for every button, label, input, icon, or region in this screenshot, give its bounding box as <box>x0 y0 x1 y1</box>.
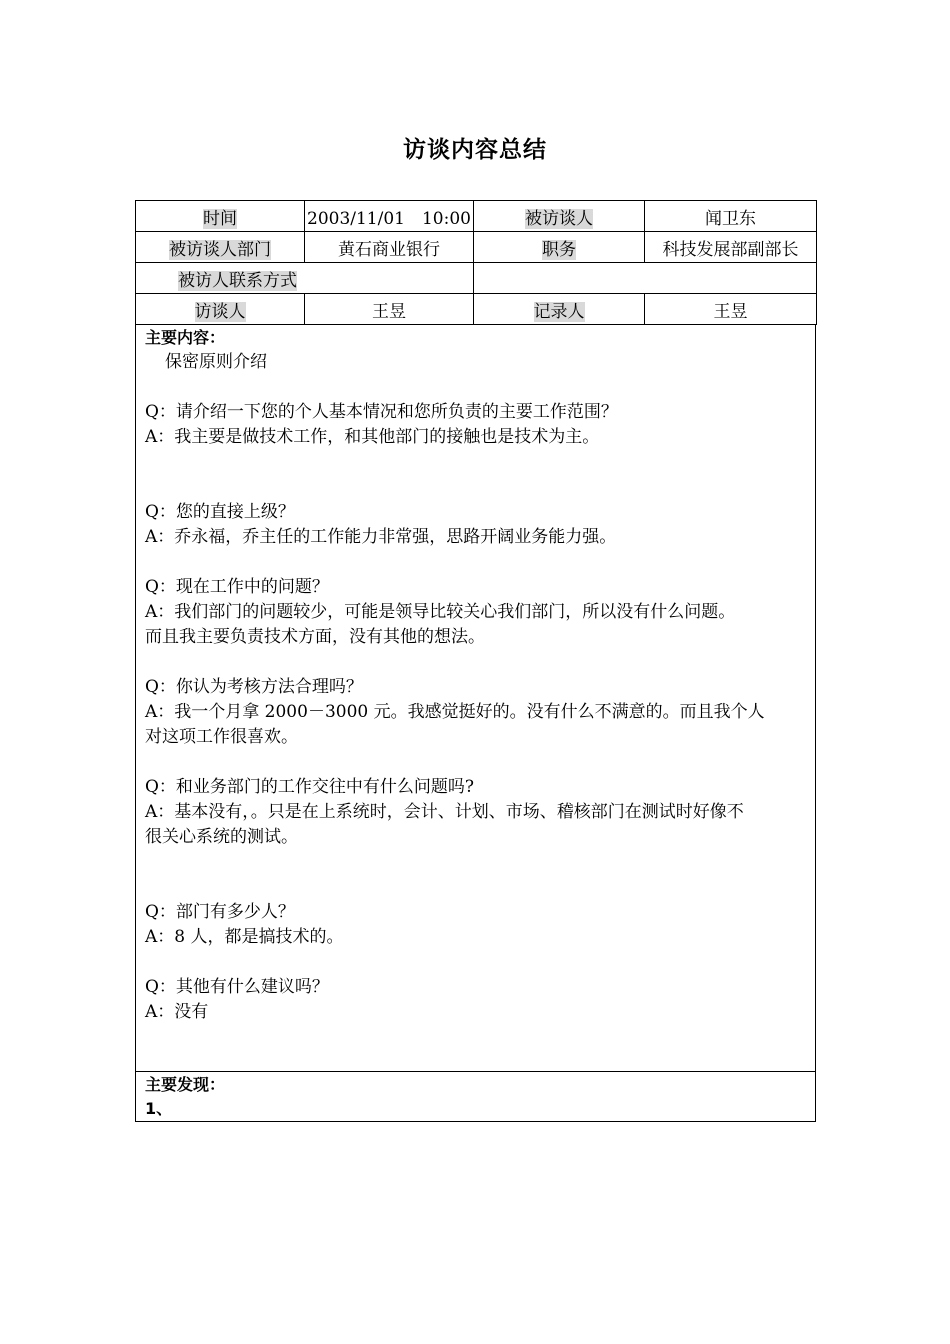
qa-item <box>145 975 806 1025</box>
qa-item <box>145 675 806 750</box>
main-content-heading: 主要内容： <box>145 328 226 347</box>
info-row-time <box>136 201 817 232</box>
info-row-dept <box>136 232 817 263</box>
question: Q：其他有什么建议吗？ <box>145 977 329 997</box>
question: Q：部门有多少人？ <box>145 902 295 922</box>
dept-label: 被访谈人部门 <box>169 239 271 260</box>
recorder-value: 王昱 <box>645 294 817 325</box>
interview-info-table <box>135 200 817 325</box>
answer: A：我主要是做技术工作，和其他部门的接触也是技术为主。 <box>145 427 600 447</box>
time-value: 2003/11/01 10:00 <box>305 201 474 232</box>
answer-continued: 很关心系统的测试。 <box>145 827 298 847</box>
answer: A：没有 <box>145 1002 209 1022</box>
info-row-interviewer <box>136 294 817 325</box>
findings-section <box>135 1071 816 1122</box>
intro-line: 保密原则介绍 <box>165 352 267 372</box>
answer: A：我一个月拿 2000－3000 元。我感觉挺好的。没有什么不满意的。而且我个人 <box>145 702 765 722</box>
answer: A：我们部门的问题较少，可能是领导比较关心我们部门，所以没有什么问题。 <box>145 602 736 622</box>
info-row-contact <box>136 263 817 294</box>
qa-item <box>145 775 806 850</box>
qa-item <box>145 575 806 650</box>
findings-heading: 主要发现： <box>145 1075 226 1094</box>
interviewee-label: 被访谈人 <box>525 208 593 229</box>
answer-continued: 而且我主要负责技术方面，没有其他的想法。 <box>145 627 485 647</box>
question: Q：和业务部门的工作交往中有什么问题吗? <box>145 777 475 797</box>
dept-label-cell <box>136 232 305 263</box>
interviewer-label-cell <box>136 294 305 325</box>
position-label-cell <box>474 232 645 263</box>
time-label-cell <box>136 201 305 232</box>
main-content-section <box>135 324 816 1072</box>
page-title: 访谈内容总结 <box>403 136 547 163</box>
contact-label-cell <box>136 263 474 294</box>
interviewer-value: 王昱 <box>305 294 474 325</box>
position-label: 职务 <box>542 239 576 260</box>
dept-value: 黄石商业银行 <box>305 232 474 263</box>
recorder-label-cell <box>474 294 645 325</box>
interviewer-label: 访谈人 <box>194 301 246 322</box>
contact-label: 被访人联系方式 <box>178 270 297 291</box>
time-label: 时间 <box>203 208 237 229</box>
answer: A：基本没有，。只是在上系统时，会计、计划、市场、稽核部门在测试时好像不 <box>145 802 744 822</box>
qa-item <box>145 500 806 550</box>
contact-value <box>474 263 817 294</box>
qa-item <box>145 400 806 450</box>
recorder-label: 记录人 <box>533 301 585 322</box>
answer-continued: 对这项工作很喜欢。 <box>145 727 298 747</box>
question: Q：现在工作中的问题？ <box>145 577 329 597</box>
question: Q：你认为考核方法合理吗？ <box>145 677 363 697</box>
answer: A：乔永福，乔主任的工作能力非常强，思路开阔业务能力强。 <box>145 527 617 547</box>
answer: A：8 人，都是搞技术的。 <box>145 927 344 947</box>
finding-item: 1、 <box>145 1099 173 1118</box>
qa-item <box>145 900 806 950</box>
interviewee-value: 闻卫东 <box>645 201 817 232</box>
question: Q：请介绍一下您的个人基本情况和您所负责的主要工作范围？ <box>145 402 618 422</box>
position-value: 科技发展部副部长 <box>645 232 817 263</box>
interviewee-label-cell <box>474 201 645 232</box>
question: Q：您的直接上级？ <box>145 502 295 522</box>
